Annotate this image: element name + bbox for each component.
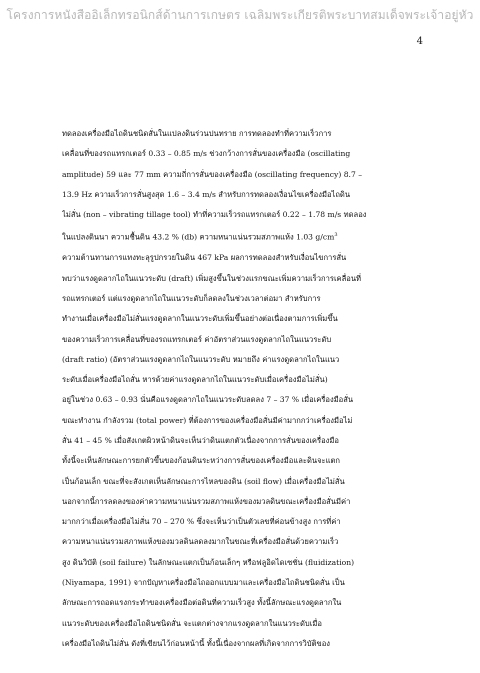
text-line: ขณะทำงาน กำลังรวม (total power) ที่ต้องการของเครื่องมือสั่นมีค่ามากกว่าเครื่องมือไม่ xyxy=(62,415,353,425)
text-line: มากกว่าเมื่อเครื่องมือไม่สั่น 70 – 270 % ซึ่งจะเห็นว่าเป็นตัวเลขที่ค่อนข้างสูง การที่ค่า xyxy=(62,517,341,527)
text-line: อยู่ในช่วง 0.63 – 0.93 นั่นคือแรงดูดลากไถในแนวระดับลดลง 7 – 37 % เมื่อเครื่องมือสั่น xyxy=(62,395,354,405)
text-line: ระดับเมื่อเครื่องมือไถสั่น หารด้วยค่าแรงดูดลากไถในแนวระดับเมื่อเครื่องมือไม่สั่น) xyxy=(62,375,328,385)
text-line: รถแทรกเตอร์ แต่แรงดูดลากไถในแนวระดับก็ลดลงในช่วงเวลาต่อมา สำหรับการ xyxy=(62,293,321,303)
text-line: เครื่องมือไถดินไม่สั่น ดังที่เขียนไว้ก่อนหน้านี้ ทั้งนี้เนื่องจากผลที่เกิดจากการวิบัติของ xyxy=(62,638,330,648)
text-line: (Niyamapa, 1991) จากปัญหาเครื่องมือไถออกแบบมาและเครื่องมือไถดินชนิดสั่น เป็น xyxy=(62,578,345,588)
text-line: แนวระดับของเครื่องมือไถดินชนิดสั่น จะแตกต่างจากแรงดูดลากในแนวระดับเมื่อ xyxy=(62,618,322,628)
text-line: 13.9 Hz ความเร็วการสั่นสูงสุด 1.6 – 3.4 m/s สำหรับการทดลองเงื่อนไขเครื่องมือไถดิน xyxy=(62,189,351,199)
body-text xyxy=(62,124,428,654)
text-line: ความต้านทานการแทงทะลุรูปกรวยในดิน 467 kPa ผลการทดลองสำหรับเงื่อนไขการสั่น xyxy=(62,253,347,263)
text-line: เป็นก้อนเล็ก ขณะที่จะสังเกตเห็นลักษณะการไหลของดิน (soil flow) เมื่อเครื่องมือไม่สั่น xyxy=(62,476,345,486)
text-line: ไม่สั่น (non – vibrating tillage tool) ทำที่ความเร็วรถแทรกเตอร์ 0.22 – 1.78 m/s ทดลอง xyxy=(62,210,367,220)
text-line: ลักษณะการถอดแรงกระทำของเครื่องมือต่อดินที่ความเร็วสูง ทั้งนี้ลักษณะแรงดูดลากใน xyxy=(62,598,342,608)
unit-superscript: 3 xyxy=(334,232,338,239)
text-line: ความหนาแน่นรวมสภาพแห้งของมวลดินลดลงมากในขณะที่เครื่องมือสั่นด้วยความเร็ว xyxy=(62,537,339,547)
text-line: amplitude) 59 และ 77 mm ความถี่การสั่นของเครื่องมือ (oscillating frequency) 8.7 – xyxy=(62,169,362,179)
page-number: 4 xyxy=(416,36,423,47)
text-line: นอกจากนี้การลดลงของค่าความหนาแน่นรวมสภาพแห้งของมวลดินขณะเครื่องมือสั่นมีค่า xyxy=(62,496,351,506)
header-watermark: โครงการหนังสืออิเล็กทรอนิกส์ด้านการเกษตร เฉลิมพระเกียรติพระบาทสมเด็จพระเจ้าอยู่หัว xyxy=(6,8,474,22)
text-line: สั่น 41 – 45 % เมื่อสังเกตผิวหน้าดินจะเห็นว่าดินแตกตัวเนื่องจากการสั่นของเครื่องมือ xyxy=(62,435,339,445)
text-line: ของความเร็วการเคลื่อนที่ของรถแทรกเตอร์ ค่าอัตราส่วนแรงดูดลากไถในแนวระดับ xyxy=(62,334,332,344)
text-line: ในแปลงดินนา ความชื้นดิน 43.2 % (db) ความหนาแน่นรวมสภาพแห้ง 1.03 $g/cm^3$ xyxy=(62,232,338,243)
text-line: (draft ratio) (อัตราส่วนแรงดูดลากไถในแนวระดับ หมายถึง ค่าแรงดูดลากไถในแนว xyxy=(62,354,340,364)
text-line: สูง ดินวิบัติ (soil failure) ในลักษณะแตกเป็นก้อนเล็กๆ หรือฟลูอิดไดเซชั่น (fluidization) xyxy=(62,557,355,567)
text-line: ทำงานเมื่อเครื่องมือไม่สั่นแรงดูดลากในแนวระดับเพิ่มขึ้นอย่างต่อเนื่องตามการเพิ่มขึ้น xyxy=(62,314,338,324)
text-line: ทั้งนี้จะเห็นลักษณะการยกตัวขึ้นของก้อนดินระหว่างการสั่นของเครื่องมือและดินจะแตก xyxy=(62,456,341,466)
text-line: เคลื่อนที่ของรถแทรกเตอร์ 0.33 – 0.85 m/s ช่วงกว้างการสั่นของเครื่องมือ (oscillating xyxy=(62,149,351,159)
text-line: พบว่าแรงดูดลากไถในแนวระดับ (draft) เพิ่มสูงขึ้นในช่วงแรกขณะเพิ่มความเร็วการเคลื่อนที่ xyxy=(62,273,362,283)
text-line: ทดลองเครื่องมือไถดินชนิดสั่นในแปลงดินร่วนปนทราย การทดลองทำที่ความเร็วการ xyxy=(62,129,332,138)
